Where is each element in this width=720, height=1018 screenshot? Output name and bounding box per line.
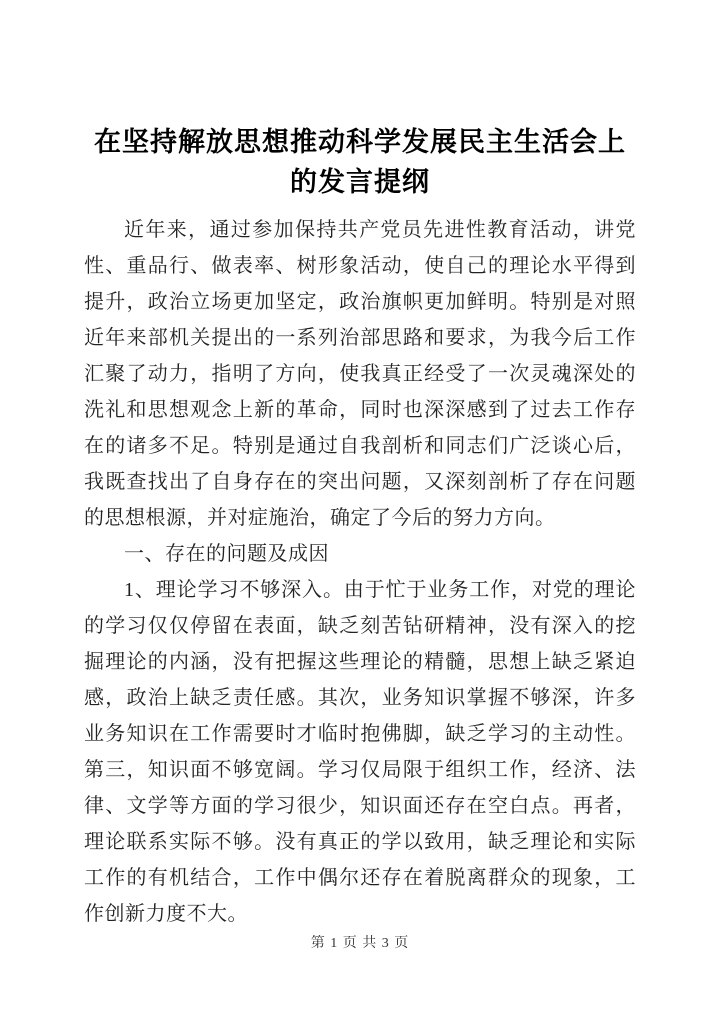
section-heading-1: 一、存在的问题及成因 bbox=[124, 543, 329, 565]
paragraph-intro: 近年来，通过参加保持共产党员先进性教育活动，讲党性、重品行、做表率、树形象活动，使自己的理论水平得到提升，政治立场更加坚定，政治旗帜更加鲜明。特别是对照近年来部机关提出的一系列治部思路和要求，为我今后工作汇聚了动力，指明了方向，使我真正经受了一次灵魂深处的洗礼和思想观念上新的革命，同时也深深感到了过去工作存在的诸多不足。特别是通过自我剖析和同志们广泛谈心后，我既查找出了自身存在的突出问题，又深刻剖析了存在问题的思想根源，并对症施治，确定了今后的努力方向。 bbox=[84, 219, 636, 529]
page-number-footer: 第 1 页 共 3 页 bbox=[310, 936, 410, 951]
document-title: 在坚持解放思想推动科学发展民主生活会上的发言提纲 bbox=[94, 127, 626, 197]
paragraph-item-1: 1、理论学习不够深入。由于忙于业务工作，对党的理论的学习仅仅停留在表面，缺乏刻苦钻研精神，没有深入的挖掘理论的内涵，没有把握这些理论的精髓，思想上缺乏紧迫感，政治上缺乏责任感。其次，业务知识掌握不够深，许多业务知识在工作需要时才临时抱佛脚，缺乏学习的主动性。第三，知识面不够宽阔。学习仅局限于组织工作，经济、法律、文学等方面的学习很少，知识面还存在空白点。再者，理论联系实际不够。没有真正的学以致用，缺乏理论和实际工作的有机结合，工作中偶尔还存在着脱离群众的现象，工作创新力度不大。 bbox=[84, 579, 636, 925]
